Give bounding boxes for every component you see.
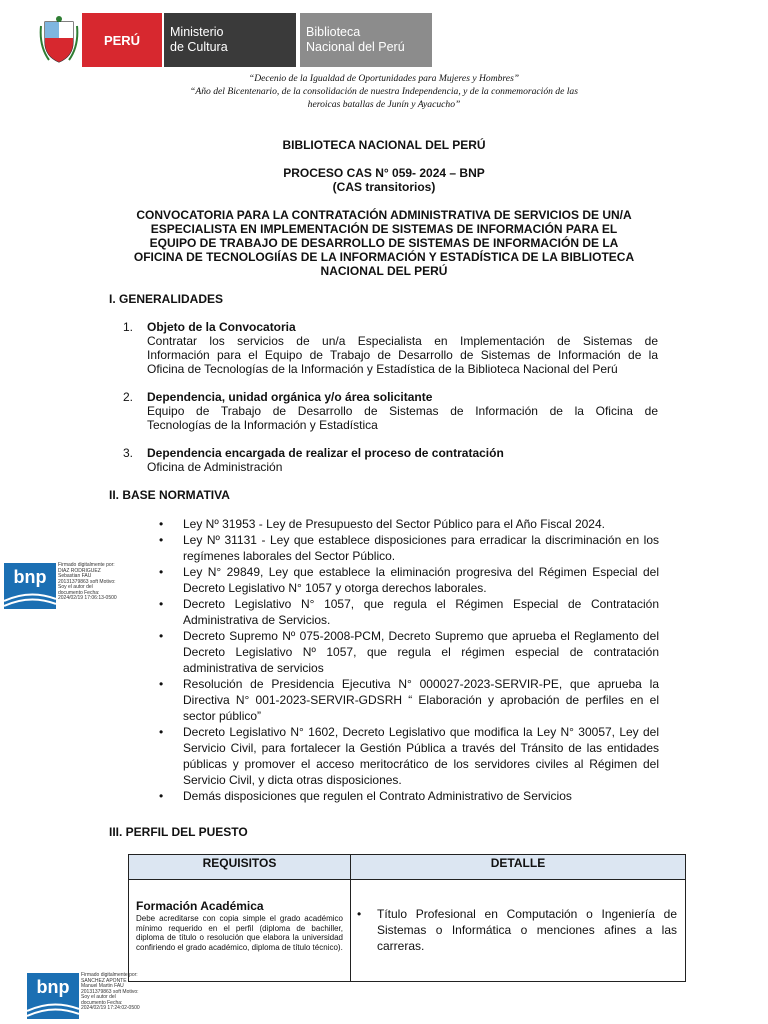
list-item xyxy=(159,532,659,564)
list-item-text: Decreto Legislativo N° 1057, que regula el Régimen Especial de Contratación Administrativa de Servicios. xyxy=(183,597,659,627)
signature-1-text: Firmado digitalmente por: DIAZ RODRIGUEZ Sebastian FAU 20131379863 soft Motivo: Soy el autor del documento Fecha: 2024/02/19 17:06:13-0500 xyxy=(58,562,117,601)
item-1-line-2: Información para el Equipo de Trabajo de Desarrollo de Sistemas de Información de la xyxy=(147,348,658,362)
biblioteca-logo-box xyxy=(300,13,432,67)
requisito-cell xyxy=(129,880,351,982)
item-2-number: 2. xyxy=(123,390,134,404)
bnp-wave-icon xyxy=(27,999,79,1019)
item-1-line-3: Oficina de Tecnologías de la Información y Estadística de la Biblioteca Nacional del Perú xyxy=(147,362,618,376)
digital-signature-1 xyxy=(4,563,118,609)
peru-coat-of-arms-icon xyxy=(36,13,82,67)
bullet-icon: • xyxy=(159,517,164,531)
list-item xyxy=(159,628,659,676)
item-2-line-1: Equipo de Trabajo de Desarrollo de Sistemas de Información de la Oficina de xyxy=(147,404,658,418)
item-2-line-2: Tecnologías de la Información y Estadística xyxy=(147,418,378,432)
item-3-heading xyxy=(123,446,504,460)
bullet-icon: • xyxy=(357,907,362,921)
list-item-text: Ley N° 29849, Ley que establece la eliminación progresiva del Régimen Especial del Decreto Legislativo N° 1057 y otorga derechos laborales. xyxy=(183,565,659,595)
convocatoria-line-3: EQUIPO DE TRABAJO DE DESARROLLO DE SISTEMAS DE INFORMACIÓN DE LA xyxy=(149,236,619,250)
ministerio-logo-box xyxy=(162,13,296,67)
bullet-icon: • xyxy=(159,789,164,803)
list-item xyxy=(159,516,659,532)
peru-label: PERÚ xyxy=(103,32,141,48)
list-item-text: Ley Nº 31953 - Ley de Presupuesto del Sector Público para el Año Fiscal 2024. xyxy=(183,517,605,531)
item-3-text xyxy=(147,460,658,474)
item-2-heading xyxy=(123,390,432,404)
motto-line-1: “Decenio de la Igualdad de Oportunidades para Mujeres y Hombres” xyxy=(248,73,520,84)
list-item-text: Ley Nº 31131 - Ley que establece disposiciones para erradicar la discriminación en los regímenes laborales del Sector Público. xyxy=(183,533,659,563)
bnp-logo-text: bnp xyxy=(13,567,47,587)
col-header-requisitos: REQUISITOS xyxy=(129,855,351,880)
item-1-text xyxy=(147,334,658,376)
bullet-icon: • xyxy=(159,677,164,691)
detalle-text: Título Profesional en Computación o Ingeniería de Sistemas o Informática o menciones afines a las carreras. xyxy=(377,907,677,953)
convocatoria-line-1: CONVOCATORIA PARA LA CONTRATACIÓN ADMINISTRATIVA DE SERVICIOS DE UN/A xyxy=(136,208,632,222)
item-1-heading xyxy=(123,320,296,334)
item-2-text xyxy=(147,404,658,432)
signature-2-text: Firmado digitalmente por: SANCHEZ APONTE Manuel Martin FAU 20131379863 soft Motivo: Soy el autor del documento Fecha: 2024/02/19 17:24:02-0500 xyxy=(81,972,140,1011)
biblioteca-line-1: Biblioteca xyxy=(306,25,361,39)
process-title: PROCESO CAS N° 059- 2024 – BNP xyxy=(283,166,485,180)
bullet-icon: • xyxy=(159,533,164,547)
ministerio-line-1: Ministerio xyxy=(170,25,224,39)
item-1-line-1: Contratar los servicios de un/a Especialista en Implementación de Sistemas de xyxy=(147,334,658,348)
bnp-logo xyxy=(27,973,79,1019)
list-item-text: Demás disposiciones que regulen el Contrato Administrativo de Servicios xyxy=(183,789,572,803)
header-logos xyxy=(36,13,432,67)
bnp-logo-text: bnp xyxy=(36,977,70,997)
requisito-title: Formación Académica xyxy=(136,899,264,913)
institution-title: BIBLIOTECA NACIONAL DEL PERÚ xyxy=(282,138,486,152)
item-3-title: Dependencia encargada de realizar el proceso de contratación xyxy=(147,446,504,460)
bnp-wave-icon xyxy=(4,589,56,609)
section-generalidades-heading: I. GENERALIDADES xyxy=(109,292,224,306)
col-header-detalle: DETALLE xyxy=(351,855,686,880)
list-item xyxy=(159,564,659,596)
digital-signature-2 xyxy=(27,973,141,1019)
process-subtitle: (CAS transitorios) xyxy=(332,180,436,194)
ministerio-line-2: de Cultura xyxy=(170,40,228,54)
section-base-normativa-heading: II. BASE NORMATIVA xyxy=(109,488,230,502)
detalle-cell xyxy=(351,880,686,982)
item-1-title: Objeto de la Convocatoria xyxy=(147,320,296,334)
bullet-icon: • xyxy=(159,597,164,611)
perfil-table xyxy=(128,854,686,982)
item-1-number: 1. xyxy=(123,320,134,334)
biblioteca-line-2: Nacional del Perú xyxy=(306,40,405,54)
list-item xyxy=(159,676,659,724)
list-item xyxy=(159,788,659,804)
list-item xyxy=(159,724,659,788)
item-2-title: Dependencia, unidad orgánica y/o área solicitante xyxy=(147,390,433,404)
list-item-text: Resolución de Presidencia Ejecutiva N° 000027-2023-SERVIR-PE, que aprueba la Directiva N° 001-2023-SERVIR-GDSRH “ Elaboración y aprobación de perfiles en el sector público” xyxy=(183,677,659,723)
convocatoria-line-2: ESPECIALISTA EN IMPLEMENTACIÓN DE SISTEMAS DE INFORMACIÓN PARA EL xyxy=(150,222,618,236)
item-3-line-1: Oficina de Administración xyxy=(147,460,283,474)
item-3-number: 3. xyxy=(123,446,134,460)
list-item-text: Decreto Supremo Nº 075-2008-PCM, Decreto Supremo que aprueba el Reglamento del Decreto Legislativo Nº 1057, que regula el régimen especial de contratación administrativa de servicios xyxy=(183,629,659,675)
list-item xyxy=(159,596,659,628)
table-row xyxy=(129,880,686,982)
bullet-icon: • xyxy=(159,725,164,739)
bnp-logo xyxy=(4,563,56,609)
section-perfil-heading: III. PERFIL DEL PUESTO xyxy=(109,825,248,839)
bullet-icon: • xyxy=(159,565,164,579)
convocatoria-line-5: NACIONAL DEL PERÚ xyxy=(320,264,448,278)
list-item-text: Decreto Legislativo N° 1602, Decreto Legislativo que modifica la Ley N° 30057, Ley del Servicio Civil, para fortalecer la Gestión Pública a través del Tránsito de las entidades públicas y promover el acceso meritocrático de los servidores civiles al Régimen del Servicio Civil, y dicta otras disposiciones. xyxy=(183,725,659,787)
bullet-icon: • xyxy=(159,629,164,643)
peru-logo-box xyxy=(82,13,162,67)
base-normativa-list xyxy=(159,516,659,804)
motto-line-3: heroicas batallas de Junín y Ayacucho” xyxy=(307,99,461,110)
convocatoria-line-4: OFICINA DE TECNOLOGIÍAS DE LA INFORMACIÓN Y ESTADÍSTICA DE LA BIBLIOTECA xyxy=(133,250,635,264)
requisito-description: Debe acreditarse con copia simple el grado académico mínimo requerido en el perfil (diploma de bachiller, diploma de título o resolución que elabora la universidad confiriendo el grado académico, diploma de título técnico). xyxy=(136,914,343,952)
motto-line-2: “Año del Bicentenario, de la consolidación de nuestra Independencia, y de la conmemoración de las xyxy=(190,86,578,97)
